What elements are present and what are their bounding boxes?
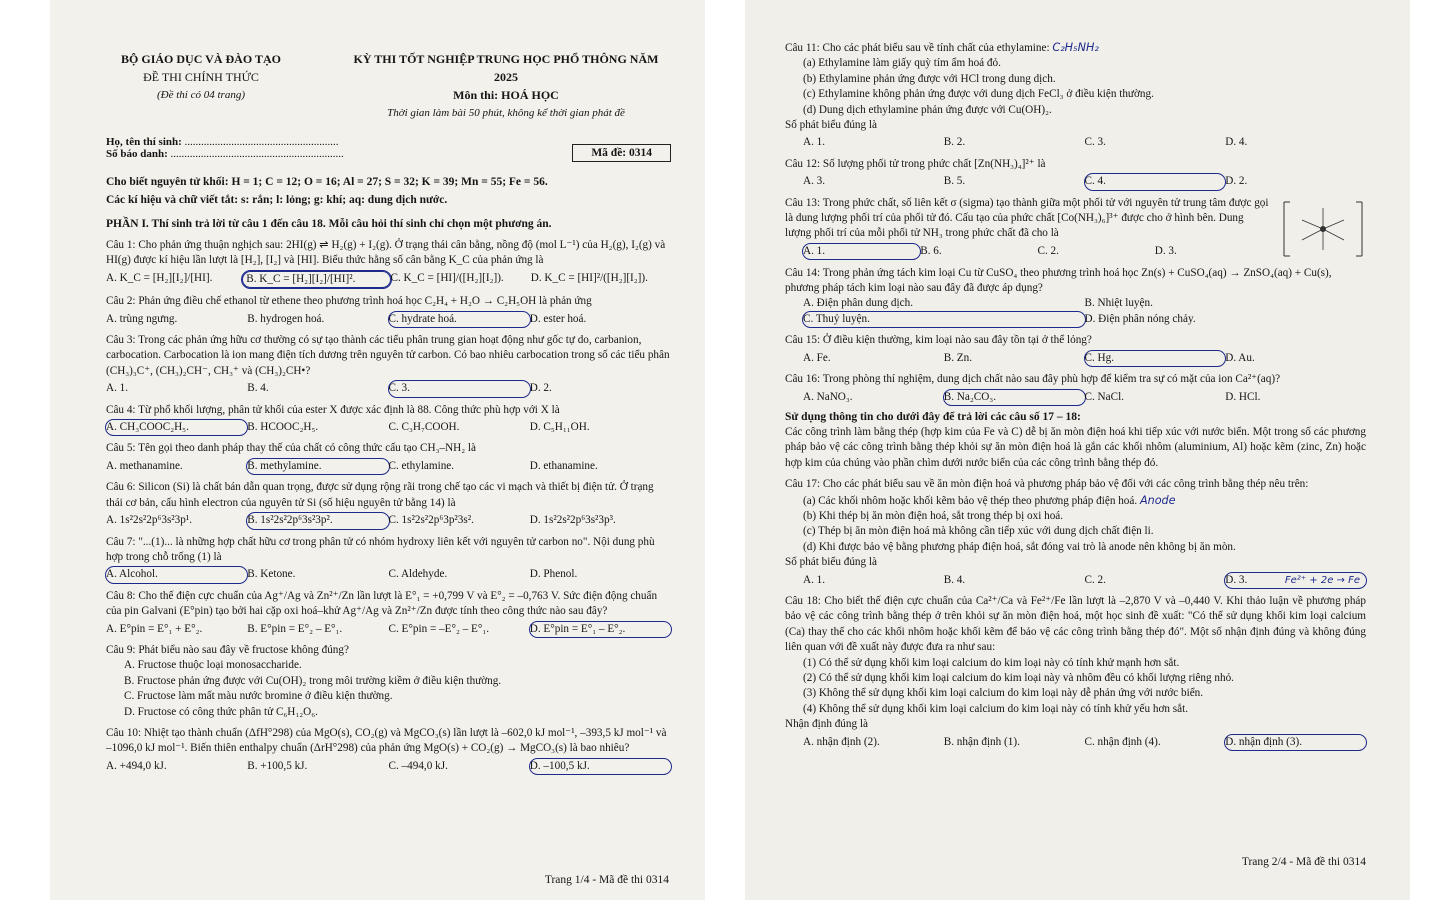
option: C. nhận định (4). (1084, 735, 1161, 748)
option-circled: D. E°pin = E°₁ – E°₂. (530, 622, 671, 637)
question-14-options (785, 296, 1366, 327)
q18-statement: (2) Có thể sử dụng khối kim loại calcium do kim loại này và nhôm đều có khối lượng riêng nhỏ. (803, 672, 1234, 684)
option-circled: D. 3. (1225, 573, 1366, 588)
option-circled: B. 1s²2s²2p⁶3s²3p². (247, 513, 388, 528)
option: D. 3. (1154, 244, 1177, 257)
option: A. 3. (803, 175, 826, 188)
option: A. Fe. (803, 351, 831, 364)
candidate-block: Họ, tên thí sinh: ........................................................ Số báo danh: ............................................................... Mã đề: 0314 (106, 136, 671, 162)
q11-prompt: Số phát biểu đúng là (785, 119, 877, 132)
question-17-options (785, 573, 1366, 588)
q18-statement: (1) Có thể sử dụng khối kim loại calcium do kim loại này có tính khử mạnh hơn sắt. (803, 656, 1180, 669)
option-circled: A. CH₃COOC₂H₅. (106, 420, 247, 435)
option: C. C₃H₇COOH. (388, 421, 460, 434)
option: C. 2. (1084, 573, 1106, 586)
q18-prompt: Nhận định đúng là (785, 718, 868, 731)
exam-page-1 (50, 0, 705, 900)
question-17: Câu 17: Cho các phát biểu sau về ăn mòn điện hoá và phương pháp bảo vệ đối với các công trình bằng thép nêu trên: (785, 478, 1309, 491)
option-circled: B. Na₂CO₃. (944, 390, 1085, 405)
time-note: Thời gian làm bài 50 phút, không kể thời gian phát đề (387, 107, 625, 119)
info-passage: Các công trình làm bằng thép (hợp kim của Fe và C) dễ bị ăn mòn điện hoá khi tiếp xúc với nước biển. Một trong số các phương pháp bảo vệ các công trình bằng thép khỏi sự ăn mòn điện hoá là gắn các khối nhôm (aluminium, Al) hoặc kẽm (zinc, Zn) hoặc hợp kim của chúng vào phần chìm dưới nước biển của các công trình bằng thép đó. (785, 425, 1366, 469)
option: B. Nhiệt luyện. (1084, 297, 1153, 310)
question-15: Câu 15: Ở điều kiện thường, kim loại nào sau đây tồn tại ở thể lỏng? (785, 334, 1092, 347)
question-15-options (785, 351, 1366, 366)
info-heading: Sử dụng thông tin cho dưới đây để trả lời các câu số 17 – 18: (785, 410, 1081, 423)
question-13: Câu 13: Trong phức chất, số liên kết σ (sigma) tạo thành giữa một phối tử với nguyên tử trung tâm được gọi là dung lượng phối trí của phối tử đó. Cấu tạo của phức chất [Co(NH₃)₆]³⁺ được cho ở hình bên. Dung lượng phối trí của mỗi phối tử NH₃ trong phức chất đã cho là (785, 196, 1269, 240)
question-11-options (785, 135, 1366, 150)
option: A. nhận định (2). (803, 735, 880, 748)
exam-title: KỲ THI TỐT NGHIỆP TRUNG HỌC PHỔ THÔNG NĂM 2025 (353, 52, 659, 84)
question-8-options (106, 622, 671, 637)
question-3: Câu 3: Trong các phản ứng hữu cơ thường có sự tạo thành các tiểu phân trung gian hoạt động như gốc tự do, carbanion, carbocation. Carbocation là ion mang điện tích dương trên nguyên tử carbon. Có bao nhiêu carbocation trong số các tiểu phân (CH₃)₃C⁺, (CH₃)₂CH⁻, CH₃⁺ và (CH₃)₂CH•? (106, 334, 670, 377)
option: D. Điện phân nóng chảy. (1084, 312, 1196, 325)
question-10: Câu 10: Nhiệt tạo thành chuẩn (ΔfH°298) của MgO(s), CO₂(g) và MgCO₃(s) lần lượt là –602,0 kJ mol⁻¹, –393,5 kJ mol⁻¹ và –1096,0 kJ mol⁻¹. Biến thiên enthalpy chuẩn (ΔrH°298) của phản ứng MgO(s) + CO₂(g) → MgCO₃(s) là bao nhiêu? (106, 726, 667, 755)
question-11-block (785, 40, 1366, 151)
question-18-options (785, 735, 1366, 750)
question-12: Câu 12: Số lượng phối tử trong phức chất [Zn(NH₃)₄]²⁺ là (785, 157, 1046, 170)
q11-statement: (a) Ethylamine làm giấy quỳ tím ẩm hoá đỏ. (803, 57, 1001, 70)
sbd-label: Số báo danh: (106, 148, 168, 160)
question-12-options (785, 174, 1366, 189)
option: B. 4. (247, 382, 269, 395)
question-9: Câu 9: Phát biểu nào sau đây về fructose không đúng? (106, 643, 349, 656)
question-8: Câu 8: Cho thế điện cực chuẩn của Ag⁺/Ag và Zn²⁺/Zn lần lượt là E°₁ = +0,799 V và E°₂ = –0,763 V. Sức điện động chuẩn của pin Galvani (E°pin) tạo bởi hai cặp oxi hoá–khử Ag⁺/Ag và Zn²⁺/Zn được tính theo công thức nào sau đây? (106, 589, 658, 618)
option: A. +494,0 kJ. (106, 759, 167, 772)
question-3-options (106, 381, 671, 396)
option: D. 2. (1225, 175, 1248, 188)
option: B. Zn. (943, 351, 973, 364)
question-7: Câu 7: "...(1)... là những hợp chất hữu cơ trong phân tử có nhóm hydroxy liên kết với nguyên tử carbon no". Nội dung phù hợp trong chỗ trống (1) là (106, 535, 655, 563)
option-circled: A. Alcohol. (106, 567, 247, 582)
handwritten-note: Anode (1139, 493, 1176, 507)
question-2-options (106, 312, 671, 327)
question-16-options (785, 390, 1366, 405)
question-4-options (106, 420, 671, 435)
option: A. 1. (803, 136, 826, 149)
question-13-options (785, 244, 1272, 259)
option: B. 6. (920, 244, 942, 257)
q9-option-a: A. Fructose thuộc loại monosaccharide. (124, 659, 302, 672)
option: D. Phenol. (529, 568, 578, 581)
option: A. 1. (803, 573, 826, 586)
option-circled: C. Thuỷ luyện. (803, 312, 1085, 327)
handwritten-notes: Fe²⁺ + 2e → Fe (1284, 575, 1360, 586)
q11-statement: (b) Ethylamine phản ứng được với HCl trong dung dịch. (803, 72, 1056, 85)
question-16: Câu 16: Trong phòng thí nghiệm, dung dịch chất nào sau đây phù hợp để kiểm tra sự có mặt của ion Ca²⁺(aq)? (785, 373, 1281, 386)
option-circled: B. K_C = [H₂][I₂]/[HI]². (242, 271, 390, 288)
name-label: Họ, tên thí sinh: (106, 136, 182, 148)
states-info: Các kí hiệu và chữ viết tắt: s: rắn; l: lỏng; g: khí; aq: dung dịch nước. (106, 194, 448, 206)
q17-statement: (c) Thép bị ăn mòn điện hoá mà không cần tiếp xúc với dung dịch chất điện li. (803, 525, 1154, 538)
q11-statement: (c) Ethylamine không phản ứng được với dung dịch FeCl₃ ở điều kiện thường. (803, 88, 1154, 101)
exam-page-2 (745, 0, 1410, 900)
option: C. 1s²2s²2p⁶3p²3s². (388, 514, 474, 527)
question-2: Câu 2: Phản ứng điều chế ethanol từ ethene theo phương trình hoá học C₂H₄ + H₂O → C₂H₅OH là phản ứng (106, 295, 592, 308)
complex-structure-icon (1280, 198, 1366, 260)
question-5: Câu 5: Tên gọi theo danh pháp thay thế của chất có công thức cấu tạo CH₃–NH₂ là (106, 442, 476, 455)
option: A. trùng ngưng. (106, 312, 178, 325)
option: C. E°pin = –E°₂ – E°₁. (388, 622, 490, 635)
option: B. 4. (943, 573, 966, 586)
option: A. 1. (106, 382, 129, 395)
subject-label: Môn thi: HOÁ HỌC (453, 88, 559, 102)
option: C. Aldehyde. (388, 568, 448, 581)
q18-statement: (3) Không thể sử dụng khối kim loại calcium do kim loại này dễ phản ứng với nước biển. (803, 687, 1204, 700)
option: C. 2. (1037, 244, 1059, 257)
q17-prompt: Số phát biểu đúng là (785, 556, 877, 569)
option: A. K_C = [H₂][I₂]/[HI]. (106, 271, 213, 284)
option: C. ethylamine. (388, 459, 455, 472)
option-circled: C. Hg. (1085, 351, 1226, 366)
option-circled: D. –100,5 kJ. (530, 759, 671, 774)
exam-header (106, 50, 671, 122)
option: D. 2. (529, 382, 552, 395)
question-4: Câu 4: Từ phổ khối lượng, phân tử khối của ester X được xác định là 88. Công thức phù hợp với X là (106, 403, 560, 416)
option-circled: C. 4. (1085, 174, 1226, 189)
option: D. ester hoá. (529, 312, 587, 325)
option-circled: C. 3. (389, 381, 530, 396)
q17-statement: (d) Khi được bảo vệ bằng phương pháp điện hoá, sắt đóng vai trò là anode nên không bị ăn mòn. (803, 540, 1236, 553)
option: B. 2. (943, 136, 966, 149)
question-6: Câu 6: Silicon (Si) là chất bán dẫn quan trọng, được sử dụng rộng rãi trong chế tạo các vi mạch và thiết bị điện tử. Ở trạng thái cơ bản, cấu hình electron của nguyên tử Si (số hiệu nguyên tử bằng 14) là (106, 481, 654, 509)
exam-code: Mã đề: 0314 (572, 144, 671, 162)
q11-statement: (d) Dung dịch ethylamine phản ứng được với Cu(OH)₂. (803, 103, 1052, 116)
q9-option-d: D. Fructose có công thức phân tử C₆H₁₂O₆. (124, 705, 318, 718)
option: D. 4. (1225, 136, 1248, 149)
option: C. K_C = [HI]/([H₂][I₂]). (390, 271, 504, 284)
question-10-options (106, 759, 671, 774)
option: A. 1s²2s²2p⁶3s²3p¹. (106, 514, 193, 527)
option: B. Ketone. (247, 568, 296, 581)
page-count: (Đề thi có 04 trang) (157, 89, 245, 101)
question-11: Câu 11: Cho các phát biểu sau về tính chất của ethylamine: (785, 42, 1050, 54)
option: B. 5. (943, 175, 966, 188)
ministry-name: BỘ GIÁO DỤC VÀ ĐÀO TẠO (121, 52, 281, 66)
question-7-options (106, 567, 671, 582)
option: B. +100,5 kJ. (247, 759, 308, 772)
q9-option-c-circled: C. Fructose làm mất màu nước bromine ở điều kiện thường. (124, 690, 393, 703)
option: C. –494,0 kJ. (388, 759, 448, 772)
atomic-mass-info: Cho biết nguyên tử khối: H = 1; C = 12; O = 16; Al = 27; S = 32; K = 39; Mn = 55; Fe = 56. (106, 176, 548, 188)
option: D. HCl. (1225, 390, 1261, 403)
q17-statement: (b) Khi thép bị ăn mòn điện hoá, sắt trong thép bị oxi hoá. (803, 509, 1064, 522)
question-5-options (106, 459, 671, 474)
option: C. NaCl. (1084, 390, 1124, 403)
option: A. methanamine. (106, 459, 183, 472)
q17-statement (785, 493, 1366, 509)
handwritten-formula: C₂H₅NH₂ (1052, 41, 1099, 54)
option: B. hydrogen hoá. (247, 312, 325, 325)
option: B. E°pin = E°₂ – E°₁. (247, 622, 343, 635)
option: D. ethanamine. (529, 459, 598, 472)
question-14: Câu 14: Trong phản ứng tách kim loại Cu từ CuSO₄ theo phương trình hoá học Zn(s) + CuSO₄(aq) → ZnSO₄(aq) + Cu(s), phương pháp tách kim loại nào sau đây đã được áp dụng? (785, 266, 1332, 295)
q9-option-b: B. Fructose phản ứng được với Cu(OH)₂ trong môi trường kiềm ở điều kiện thường. (124, 674, 502, 687)
option: A. Điện phân dung dịch. (803, 297, 913, 310)
option-circled: B. methylamine. (247, 459, 388, 474)
question-18: Câu 18: Cho biết thế điện cực chuẩn của Ca²⁺/Ca và Fe²⁺/Fe lần lượt là –2,870 V và –0,440 V. Khi thảo luận về phương pháp bảo vệ các công trình bằng thép ở trên khỏi sự ăn mòn điện hoá, một học sinh đề xuất: "Có thể sử dụng khối kim loại calcium (Ca) thay thế cho các khối nhôm hoặc khối kẽm để bảo vệ các công trình bằng thép đó". Một số nhận định đúng và không đúng liên quan với đề xuất này được đưa ra như sau: (785, 594, 1366, 654)
page-footer: Trang 2/4 - Mã đề thi 0314 (1241, 856, 1366, 868)
option: C. 3. (1084, 136, 1106, 149)
option-circled: C. hydrate hoá. (389, 312, 530, 327)
q18-statement: (4) Không thể sử dụng khối kim loại calcium do kim loại này có tính khử yếu hơn sắt. (803, 702, 1188, 715)
option: A. NaNO₃. (803, 390, 853, 403)
option: D. Au. (1225, 351, 1255, 364)
statement-text: (a) Các khối nhôm hoặc khối kẽm bảo vệ thép theo phương pháp điện hoá. (803, 494, 1138, 507)
option: B. HCOOC₂H₅. (247, 421, 319, 434)
official-label: ĐỀ THI CHÍNH THỨC (143, 70, 259, 84)
option: D. 1s²2s²2p⁶3s²3p³. (529, 514, 616, 527)
question-6-options (106, 513, 671, 528)
question-1: Câu 1: Cho phản ứng thuận nghịch sau: 2HI(g) ⇌ H₂(g) + I₂(g). Ở trạng thái cân bằng, nồng độ (mol L⁻¹) của H₂(g), I₂(g) và HI(g) được kí hiệu lần lượt là [H₂], [I₂] và [HI]. Biểu thức hằng số cân bằng K_C của phản ứng là (106, 239, 666, 267)
option-circled: A. 1. (803, 244, 920, 259)
question-1-options (106, 271, 671, 288)
part-one-heading: PHẦN I. Thí sinh trả lời từ câu 1 đến câu 18. Mỗi câu hỏi thí sinh chỉ chọn một phương án. (106, 218, 552, 230)
option: D. C₅H₁₁OH. (529, 421, 590, 434)
option-circled: D. nhận định (3). (1225, 735, 1366, 750)
page-footer: Trang 1/4 - Mã đề thi 0314 (544, 874, 669, 886)
option: D. K_C = [HI]²/([H₂][I₂]). (530, 271, 648, 284)
option: B. nhận định (1). (943, 735, 1020, 748)
option: A. E°pin = E°₁ + E°₂. (106, 622, 203, 635)
